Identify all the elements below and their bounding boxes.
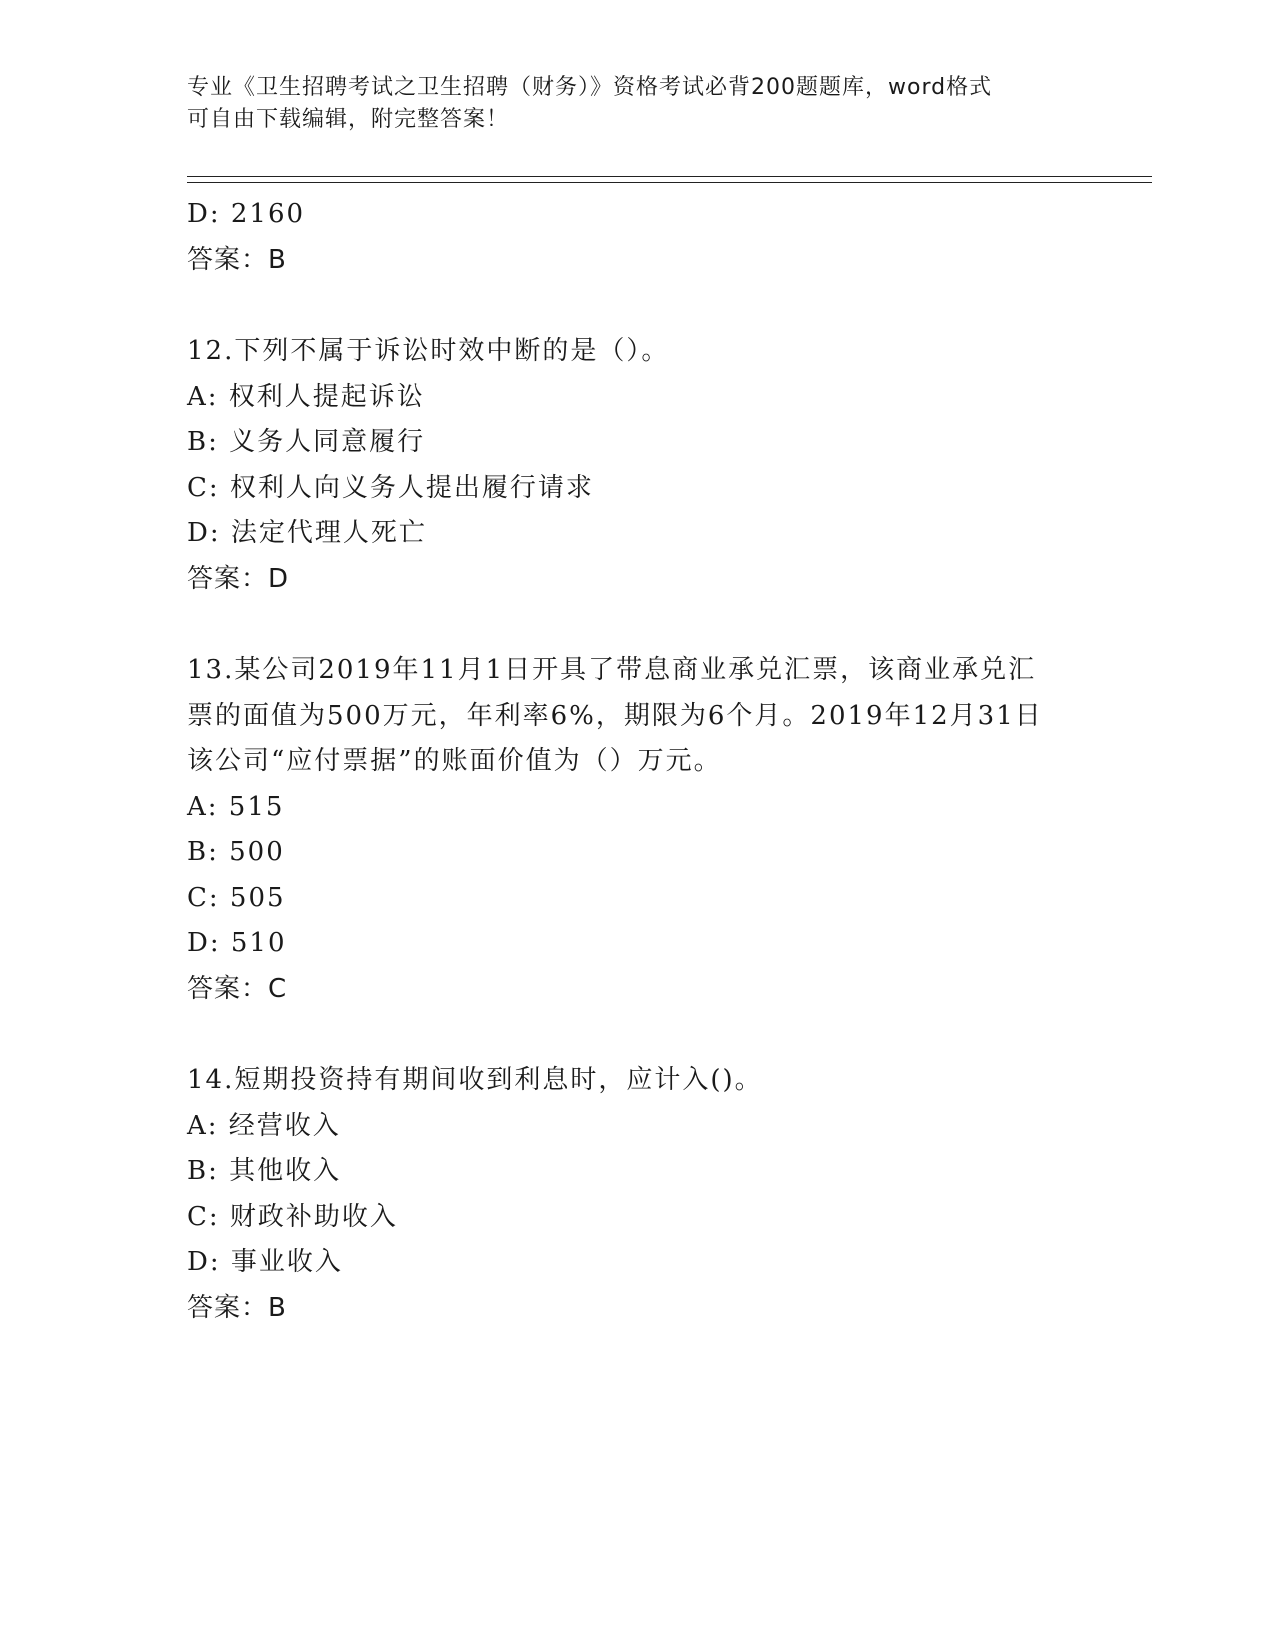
previous-question-tail xyxy=(187,192,1087,283)
question-stem xyxy=(187,329,1087,375)
header-line-2: 可自由下载编辑，附完整答案！ xyxy=(187,107,510,132)
option-d: D: 2160 xyxy=(187,199,306,229)
question-12 xyxy=(187,329,1087,602)
answer-line: 答案：D xyxy=(187,563,290,594)
option-d: D: 法定代理人死亡 xyxy=(187,518,427,548)
stem-line: 13.某公司2019年11月1日开具了带息商业承兑汇票，该商业承兑汇 xyxy=(187,655,1037,685)
document-header xyxy=(187,72,1067,136)
option-d: D: 事业收入 xyxy=(187,1247,343,1277)
option-d: D: 510 xyxy=(187,928,287,958)
stem-line: 该公司“应付票据”的账面价值为（）万元。 xyxy=(187,746,722,776)
header-divider-top xyxy=(187,176,1152,177)
header-line-1: 专业《卫生招聘考试之卫生招聘（财务）》资格考试必背200题题库，word格式 xyxy=(187,75,993,100)
option-a: A: 权利人提起诉讼 xyxy=(187,381,425,412)
option-b: B: 其他收入 xyxy=(187,1156,342,1186)
option-c: C: 财政补助收入 xyxy=(187,1201,398,1232)
option-c: C: 505 xyxy=(187,882,286,913)
question-content xyxy=(187,192,1087,1331)
question-stem xyxy=(187,1058,1087,1104)
question-stem xyxy=(187,648,1087,785)
stem-line: 12.下列不属于诉讼时效中断的是（）。 xyxy=(187,336,670,366)
stem-line: 14.短期投资持有期间收到利息时，应计入()。 xyxy=(187,1065,763,1095)
option-a: A: 经营收入 xyxy=(187,1110,341,1141)
option-c: C: 权利人向义务人提出履行请求 xyxy=(187,472,594,503)
answer-line: 答案：C xyxy=(187,973,288,1004)
option-b: B: 500 xyxy=(187,837,285,867)
header-divider-bottom xyxy=(187,182,1152,183)
answer-line: 答案：B xyxy=(187,244,287,275)
option-b: B: 义务人同意履行 xyxy=(187,427,426,457)
question-14 xyxy=(187,1058,1087,1331)
answer-line: 答案：B xyxy=(187,1292,287,1323)
option-a: A: 515 xyxy=(187,791,285,822)
stem-line: 票的面值为500万元，年利率6%，期限为6个月。2019年12月31日 xyxy=(187,700,1043,731)
question-13 xyxy=(187,648,1087,1012)
